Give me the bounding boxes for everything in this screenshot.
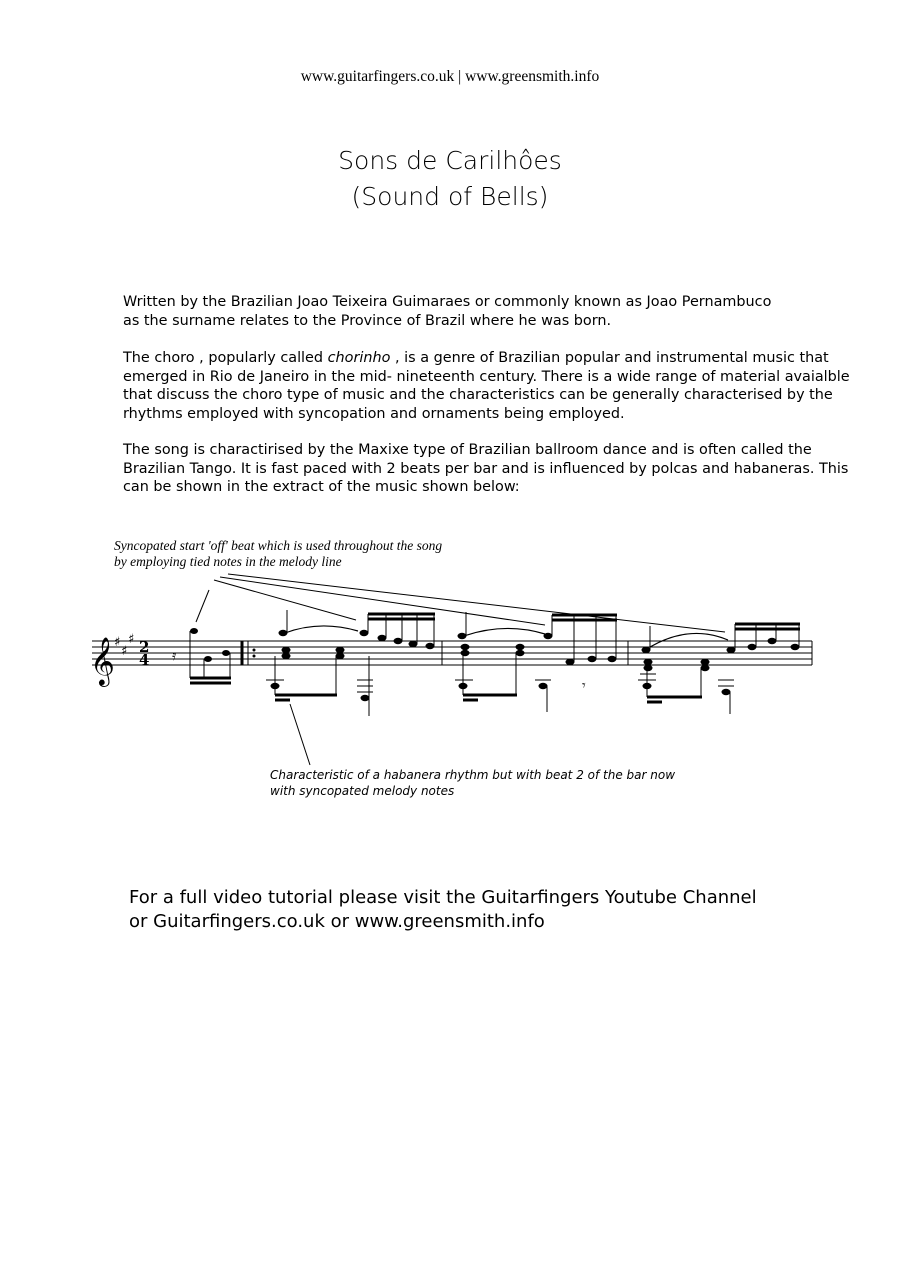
eighth-rest-icon: 𝄾	[582, 678, 586, 694]
annotation-line: with syncopated melody notes	[270, 784, 455, 798]
note-head	[394, 638, 403, 644]
note-head	[360, 630, 369, 636]
sharp-icon: ♯	[121, 644, 128, 659]
maxixe-line: can be shown in the extract of the music shown below:	[123, 479, 520, 495]
note-head	[458, 633, 467, 639]
time-signature-top: 2	[139, 638, 150, 656]
note-head	[644, 665, 653, 671]
footer-line: or Guitarfingers.co.uk or www.greensmith.info	[129, 911, 545, 932]
note-head	[279, 630, 288, 636]
intro-line: as the surname relates to the Province of Brazil where he was born.	[123, 312, 612, 329]
time-signature-bottom: 4	[139, 651, 150, 669]
key-signature	[114, 632, 134, 659]
note-head	[544, 633, 553, 639]
page-title: Sons de Carilhôes	[338, 146, 562, 175]
sharp-icon: ♯	[128, 632, 135, 647]
header-links: www.guitarfingers.co.uk | www.greensmith.info	[300, 68, 600, 85]
treble-clef-icon: 𝄞	[90, 636, 115, 685]
footer	[129, 886, 757, 934]
note-head	[461, 650, 470, 656]
choro-line: that discuss the choro type of music and the characteristics can be generally characterised by the	[123, 387, 833, 403]
time-signature	[139, 638, 149, 669]
note-head	[336, 647, 345, 653]
note-head	[768, 638, 777, 644]
measure-1	[266, 610, 442, 716]
note-head	[722, 689, 731, 695]
note-head	[361, 695, 370, 701]
note-head	[378, 635, 387, 641]
note-head	[426, 643, 435, 649]
note-head	[588, 656, 597, 662]
maxixe-line: The song is charactirised by the Maxixe type of Brazilian ballroom dance and is often called the	[123, 442, 812, 458]
annotation-line: Characteristic of a habanera rhythm but with beat 2 of the bar now	[270, 768, 676, 782]
note-head	[727, 647, 736, 653]
pickup-measure	[172, 628, 231, 683]
measure-3	[638, 624, 812, 714]
maxixe-line: Brazilian Tango. It is fast paced with 2 beats per bar and is influenced by polcas and habaneras. This	[123, 460, 849, 477]
sixteenth-rest-icon: 𝄿	[172, 648, 177, 664]
choro-prefix: The	[123, 350, 155, 366]
measure-2	[455, 612, 628, 712]
annotation-line: Syncopated start 'off' beat which is used throughout the song	[114, 538, 443, 553]
note-head	[701, 665, 710, 671]
choro-line: rhythms employed with syncopation and ornaments being employed.	[123, 405, 625, 422]
tie-arc	[285, 626, 358, 633]
note-head	[204, 656, 212, 662]
note-head	[748, 644, 757, 650]
note-head	[282, 647, 291, 653]
note-head	[608, 656, 617, 662]
page-subtitle: (Sound of Bells)	[351, 182, 549, 211]
sharp-icon: ♯	[114, 635, 121, 650]
intro-line: Written by the Brazilian Joao Teixeira Guimaraes or commonly known as Joao Pernambuco	[123, 294, 772, 310]
note-head	[516, 644, 525, 650]
choro-mid: , popularly called	[194, 350, 328, 366]
tie-arc	[464, 628, 545, 636]
note-head	[566, 659, 575, 665]
chorinho-term: chorinho	[327, 350, 391, 366]
note-head	[222, 650, 230, 656]
note-head	[539, 683, 548, 689]
note-head	[282, 653, 291, 659]
pointer-line	[290, 704, 310, 765]
annotation-line: by employing tied notes in the melody line	[114, 554, 342, 569]
tie-arc	[650, 633, 728, 647]
pointer-line	[196, 590, 209, 622]
note-head	[516, 650, 525, 656]
choro-rest: , is a genre of Brazilian popular and instrumental music that	[390, 350, 829, 366]
note-head	[190, 628, 198, 634]
note-head	[791, 644, 800, 650]
note-head	[701, 659, 710, 665]
choro-line: emerged in Rio de Janeiro in the mid- nineteenth century. There is a wide range of material avaialble	[123, 368, 850, 385]
note-head	[644, 659, 653, 665]
note-head	[409, 641, 418, 647]
choro-term: choro	[154, 350, 195, 366]
pointer-line	[228, 574, 725, 632]
note-head	[461, 644, 470, 650]
note-head	[336, 653, 345, 659]
footer-line: For a full video tutorial please visit the Guitarfingers Youtube Channel	[129, 887, 757, 908]
note-head	[642, 647, 651, 653]
